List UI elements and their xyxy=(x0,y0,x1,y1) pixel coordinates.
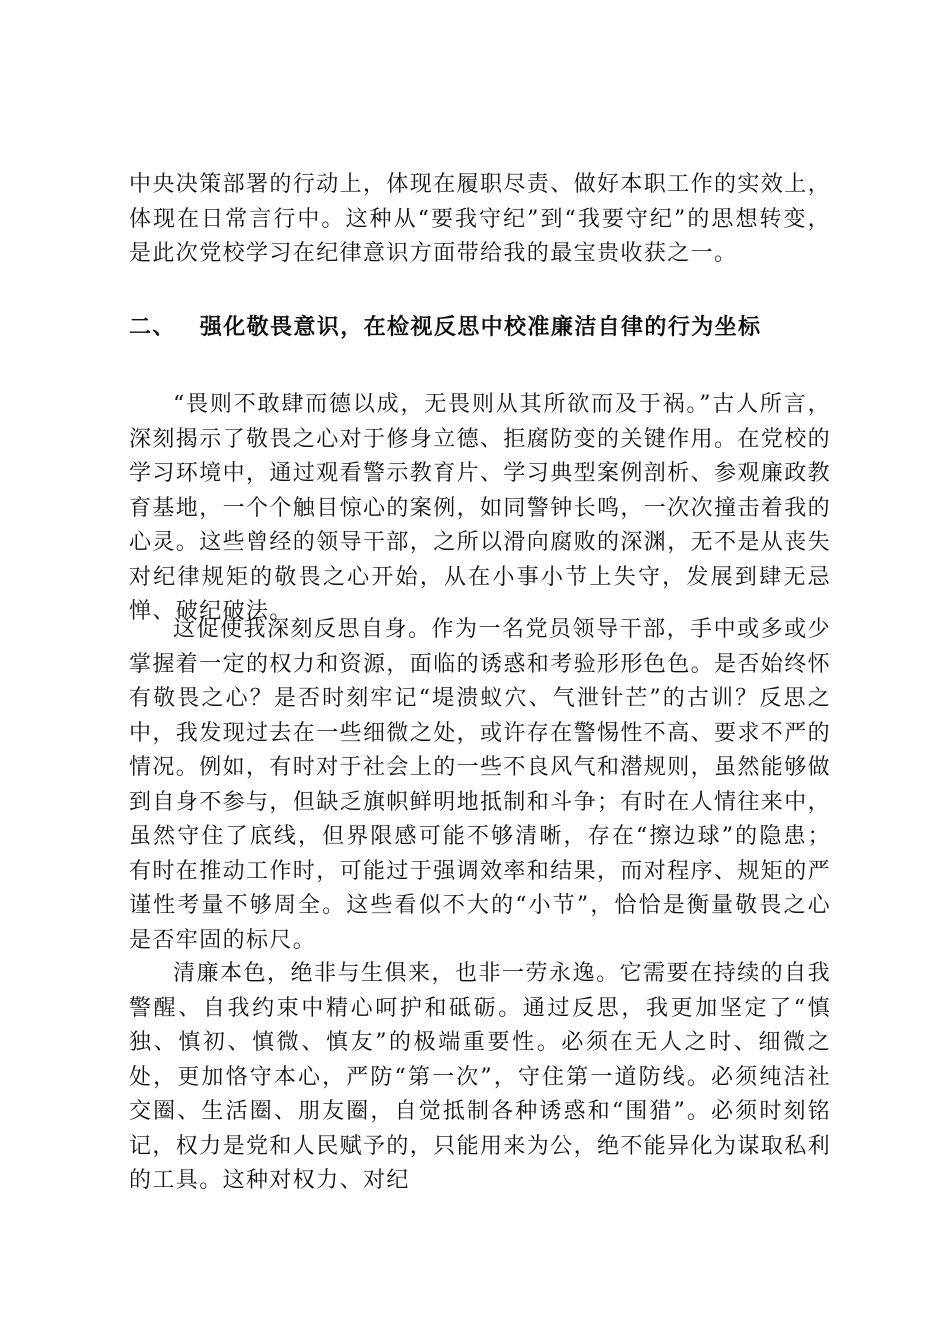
section-heading xyxy=(129,311,831,346)
section-title: 强化敬畏意识，在检视反思中校准廉洁自律的行为坐标 xyxy=(199,315,762,340)
paragraph-reflection: 这促使我深刻反思自身。作为一名党员领导干部，手中或多或少掌握着一定的权力和资源，面临的诱惑和考验形形色色。是否始终怀有敬畏之心？是否时刻牢记“堤溃蚁穴、气泄针芒”的古训？反思之中，我发现过去在一些细微之处，或许存在警惕性不高、要求不严的情况。例如，有时对于社会上的一些不良风气和潜规则，虽然能够做到自身不参与，但缺乏旗帜鲜明地抵制和斗争；有时在人情往来中，虽然守住了底线，但界限感可能不够清晰，存在“擦边球”的隐患；有时在推动工作时，可能过于强调效率和结果，而对程序、规矩的严谨性考量不够周全。这些看似不大的“小节”，恰恰是衡量敬畏之心是否牢固的标尺。 xyxy=(129,617,832,953)
paragraph-quote: “畏则不敢肆而德以成，无畏则从其所欲而及于祸。”古人所言，深刻揭示了敬畏之心对于修身立德、拒腐防变的关键作用。在党校的学习环境中，通过观看警示教育片、学习典型案例剖析、参观廉政教育基地，一个个触目惊心的案例，如同警钟长鸣，一次次撞击着我的心灵。这些曾经的领导干部，之所以滑向腐败的深渊，无不是从丧失对纪律规矩的敬畏之心开始，从在小事小节上失守，发展到肆无忌惮、破纪破法。 xyxy=(129,392,832,624)
paragraph-continuation: 中央决策部署的行动上，体现在履职尽责、做好本职工作的实效上，体现在日常言行中。这种从“要我守纪”到“我要守纪”的思想转变，是此次党校学习在纪律意识方面带给我的最宝贵收获之一。 xyxy=(129,172,832,266)
section-number: 二、 xyxy=(129,315,176,340)
paragraph-integrity: 清廉本色，绝非与生俱来，也非一劳永逸。它需要在持续的自我警醒、自我约束中精心呵护和砥砺。通过反思，我更加坚定了“慎独、慎初、慎微、慎友”的极端重要性。必须在无人之时、细微之处，更加恪守本心，严防“第一次”，守住第一道防线。必须纯洁社交圈、生活圈、朋友圈，自觉抵制各种诱惑和“围猎”。必须时刻铭记，权力是党和人民赋予的，只能用来为公，绝不能异化为谋取私利的工具。这种对权力、对纪 xyxy=(129,961,832,1193)
